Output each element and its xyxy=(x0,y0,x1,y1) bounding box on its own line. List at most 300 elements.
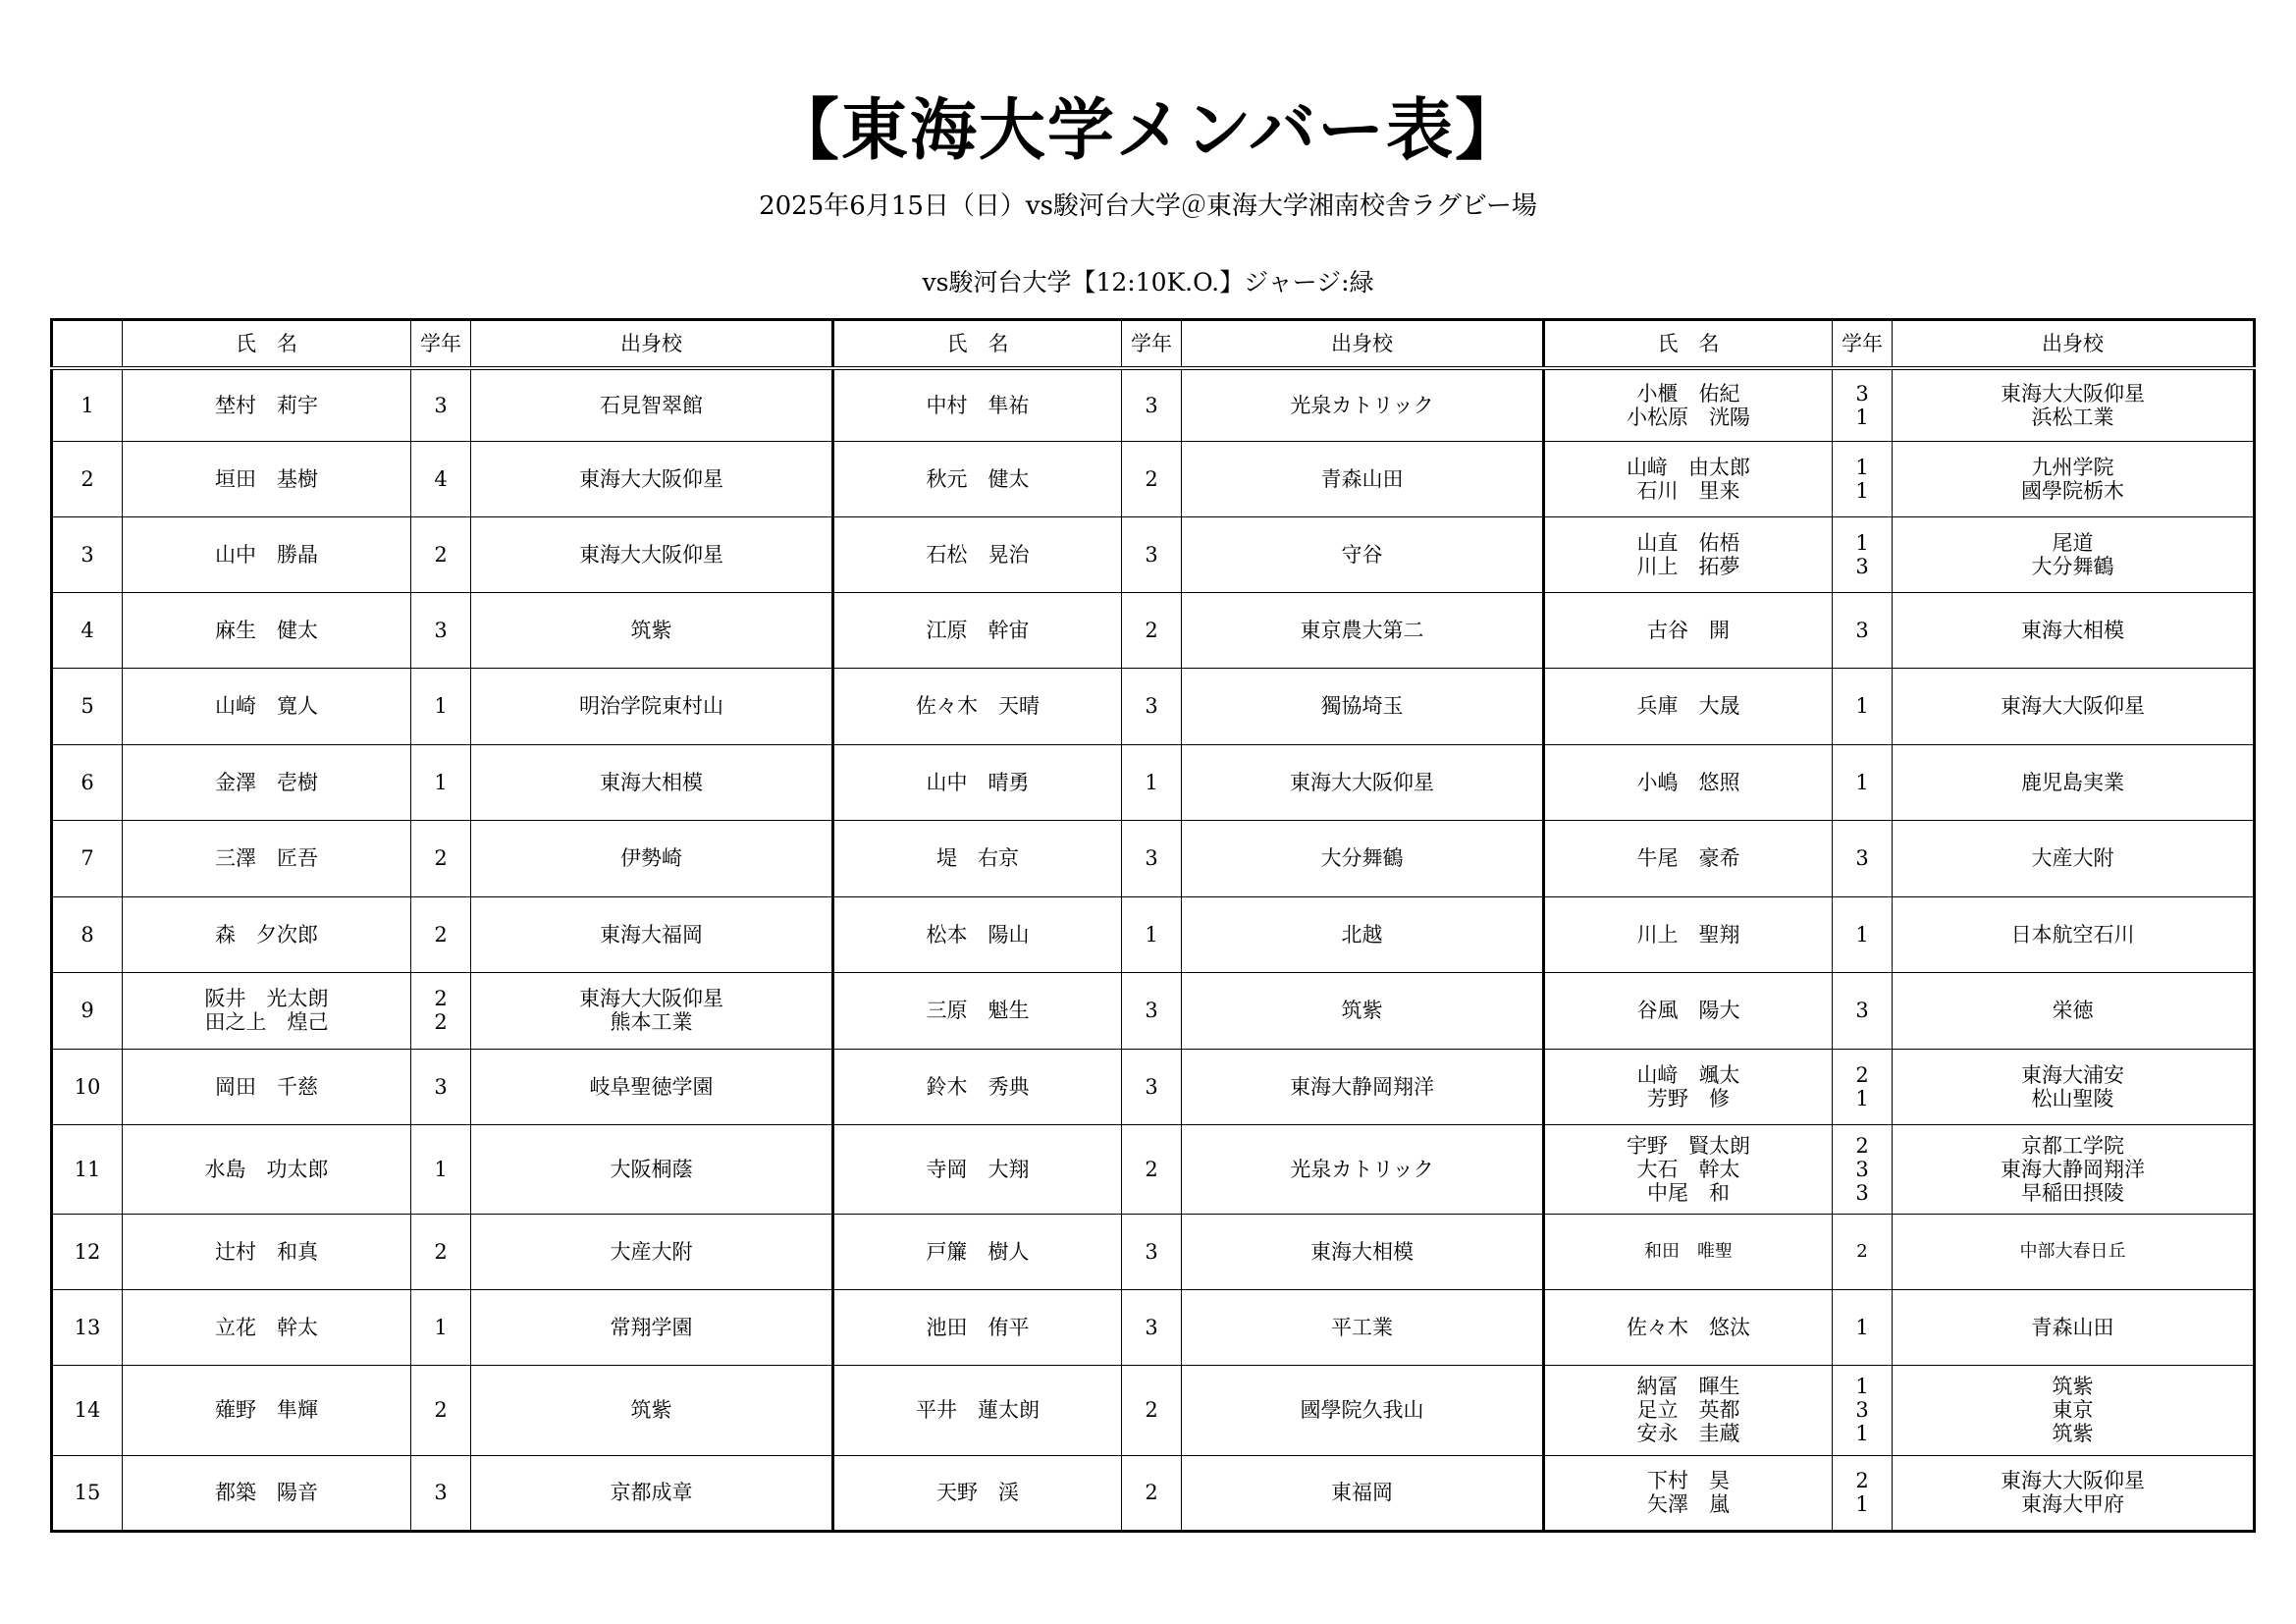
player-grade-cell xyxy=(1833,1289,1893,1365)
table-body xyxy=(52,368,2255,1531)
player-grade: 2 xyxy=(434,987,448,1010)
player-name: 松本 陽山 xyxy=(926,922,1030,947)
row-number: 4 xyxy=(52,592,123,668)
player-grade-cell xyxy=(1122,441,1182,516)
player-grade-cell xyxy=(1122,744,1182,820)
player-grade: 2 xyxy=(434,1010,448,1034)
player-grade-cell xyxy=(1122,1455,1182,1531)
player-name-cell xyxy=(123,896,411,972)
player-grade-cell xyxy=(1833,1124,1893,1214)
player-grade: 2 xyxy=(1855,1469,1869,1492)
player-school-cell xyxy=(1893,1289,2255,1365)
player-name: 芳野 修 xyxy=(1647,1086,1730,1110)
player-name: 秋元 健太 xyxy=(926,466,1030,491)
player-grade-cell xyxy=(1122,516,1182,592)
player-school-cell xyxy=(471,441,833,516)
player-name: 安永 圭蔵 xyxy=(1636,1422,1740,1445)
player-school-cell xyxy=(471,1214,833,1289)
player-name-cell xyxy=(123,972,411,1049)
player-school: 日本航空石川 xyxy=(2010,922,2135,947)
player-grade-cell xyxy=(1833,896,1893,972)
player-grade-cell xyxy=(1122,1289,1182,1365)
table-row xyxy=(52,1214,2255,1289)
player-school: 東福岡 xyxy=(1331,1481,1393,1504)
player-school: 東海大甲府 xyxy=(2021,1492,2124,1516)
page-title: 【東海大学メンバー表】 xyxy=(772,91,1524,170)
player-name: 辻村 和真 xyxy=(215,1239,318,1264)
player-name-cell xyxy=(833,744,1122,820)
player-name: 川上 拓夢 xyxy=(1636,554,1740,578)
player-name-cell xyxy=(833,516,1122,592)
player-name: 古谷 開 xyxy=(1647,618,1730,642)
player-grade-cell xyxy=(1833,744,1893,820)
player-grade-cell xyxy=(411,1455,471,1531)
player-grade-cell xyxy=(1833,668,1893,744)
player-name: 大石 幹太 xyxy=(1636,1157,1740,1181)
player-grade: 2 xyxy=(434,1239,448,1264)
row-number: 14 xyxy=(52,1365,123,1455)
match-kickoff-jersey: vs駿河台大学【12:10K.O.】ジャージ:緑 xyxy=(922,268,1374,297)
player-school: 東海大大阪仰星 xyxy=(579,542,723,567)
player-name-cell xyxy=(123,1214,411,1289)
player-grade: 2 xyxy=(434,1398,448,1422)
player-grade: 3 xyxy=(434,618,448,642)
player-name-cell xyxy=(123,1455,411,1531)
player-grade-cell xyxy=(1833,972,1893,1049)
player-school: 國學院栃木 xyxy=(2021,478,2124,503)
player-name-cell xyxy=(123,1049,411,1124)
player-grade-cell xyxy=(411,1214,471,1289)
player-school-cell xyxy=(1893,1214,2255,1289)
player-school: 東海大静岡翔洋 xyxy=(1290,1074,1434,1099)
player-school: 北越 xyxy=(1341,922,1383,947)
player-grade: 1 xyxy=(1855,1375,1869,1398)
player-name: 寺岡 大翔 xyxy=(926,1157,1030,1181)
player-school: 大産大附 xyxy=(610,1239,693,1264)
table-row xyxy=(52,368,2255,441)
player-grade: 1 xyxy=(1855,478,1869,503)
player-school-cell xyxy=(1893,668,2255,744)
player-name: 都築 陽音 xyxy=(215,1481,318,1504)
player-grade-cell xyxy=(411,1289,471,1365)
player-name: 和田 唯聖 xyxy=(1644,1240,1733,1262)
player-name-cell xyxy=(123,820,411,896)
player-school-cell xyxy=(471,1124,833,1214)
player-grade: 2 xyxy=(1856,1240,1868,1262)
header-school: 出身校 xyxy=(471,320,833,369)
match-date-venue: 2025年6月15日（日）vs駿河台大学＠東海大学湘南校舎ラグビー場 xyxy=(759,191,1537,221)
player-grade-cell xyxy=(411,820,471,896)
row-number: 10 xyxy=(52,1049,123,1124)
player-grade: 3 xyxy=(1145,846,1158,870)
player-name-cell xyxy=(1544,368,1833,441)
player-name: 山﨑 由太郎 xyxy=(1627,455,1750,479)
player-school: 東海大大阪仰星 xyxy=(2001,381,2145,406)
player-grade-cell xyxy=(1122,972,1182,1049)
player-school-cell xyxy=(471,820,833,896)
row-number: 9 xyxy=(52,972,123,1049)
player-grade: 1 xyxy=(434,1157,448,1181)
header-grade: 学年 xyxy=(1833,320,1893,369)
player-school: 筑紫 xyxy=(2052,1422,2094,1445)
player-school: 東海大相模 xyxy=(2021,618,2124,642)
player-school-cell xyxy=(1182,516,1544,592)
player-grade: 3 xyxy=(1145,542,1158,567)
player-grade: 2 xyxy=(1145,1481,1158,1504)
player-name-cell xyxy=(123,1289,411,1365)
player-school: 鹿児島実業 xyxy=(2021,770,2124,794)
player-school: 栄徳 xyxy=(2052,999,2094,1022)
table-row xyxy=(52,592,2255,668)
player-grade: 1 xyxy=(1855,530,1869,555)
player-school-cell xyxy=(1182,668,1544,744)
player-grade: 3 xyxy=(434,393,448,417)
player-grade-cell xyxy=(1122,896,1182,972)
player-grade-cell xyxy=(411,744,471,820)
player-school-cell xyxy=(1893,1049,2255,1124)
player-grade-cell xyxy=(411,1049,471,1124)
player-grade-cell xyxy=(1122,1124,1182,1214)
player-grade: 3 xyxy=(1855,846,1869,870)
row-number: 15 xyxy=(52,1455,123,1531)
player-name-cell xyxy=(833,1124,1122,1214)
player-school: 大分舞鶴 xyxy=(1320,846,1404,870)
player-grade: 3 xyxy=(1855,381,1869,406)
player-grade-cell xyxy=(411,1124,471,1214)
player-name-cell xyxy=(1544,1455,1833,1531)
header-grade: 学年 xyxy=(1122,320,1182,369)
player-school-cell xyxy=(471,1049,833,1124)
row-number: 11 xyxy=(52,1124,123,1214)
player-school: 光泉カトリック xyxy=(1290,393,1434,417)
player-name: 山中 晴勇 xyxy=(926,770,1030,794)
header-number xyxy=(52,320,123,369)
player-grade: 4 xyxy=(434,466,448,491)
player-school-cell xyxy=(1893,972,2255,1049)
player-school-cell xyxy=(1182,1289,1544,1365)
player-grade: 2 xyxy=(434,542,448,567)
player-school-cell xyxy=(471,1455,833,1531)
player-grade: 3 xyxy=(1145,393,1158,417)
player-name-cell xyxy=(1544,1124,1833,1214)
player-name: 江原 幹宙 xyxy=(926,618,1030,642)
player-name-cell xyxy=(833,1289,1122,1365)
player-school-cell xyxy=(1893,744,2255,820)
player-grade: 1 xyxy=(1855,1086,1869,1110)
player-grade: 3 xyxy=(434,1481,448,1504)
player-name: 小嶋 悠照 xyxy=(1636,770,1740,794)
player-grade: 2 xyxy=(1145,1398,1158,1422)
player-grade: 3 xyxy=(1855,1157,1869,1181)
player-grade: 2 xyxy=(1855,1133,1869,1158)
player-name: 埜村 莉宇 xyxy=(215,393,318,417)
table-row xyxy=(52,1124,2255,1214)
player-school-cell xyxy=(1182,368,1544,441)
player-name: 三原 魁生 xyxy=(926,999,1030,1022)
player-name-cell xyxy=(1544,1365,1833,1455)
player-grade: 3 xyxy=(434,1074,448,1099)
player-grade: 1 xyxy=(1855,694,1869,718)
player-school: 九州学院 xyxy=(2031,455,2114,479)
player-name-cell xyxy=(833,441,1122,516)
table-row xyxy=(52,441,2255,516)
player-grade-cell xyxy=(411,368,471,441)
player-name-cell xyxy=(833,1049,1122,1124)
player-school: 東京 xyxy=(2052,1398,2094,1422)
player-school-cell xyxy=(1893,368,2255,441)
table-row xyxy=(52,1455,2255,1531)
player-name: 金澤 壱樹 xyxy=(215,770,318,794)
player-school: 大分舞鶴 xyxy=(2031,554,2114,578)
player-name-cell xyxy=(833,820,1122,896)
player-grade-cell xyxy=(1122,1049,1182,1124)
player-name-cell xyxy=(123,441,411,516)
player-school: 青森山田 xyxy=(2031,1315,2114,1339)
player-school: 筑紫 xyxy=(1341,999,1383,1022)
player-name: 足立 英都 xyxy=(1636,1398,1740,1422)
player-school: 東海大福岡 xyxy=(600,922,703,947)
player-school: 筑紫 xyxy=(630,1398,672,1422)
player-name-cell xyxy=(123,1365,411,1455)
player-school-cell xyxy=(1182,1455,1544,1531)
player-grade: 1 xyxy=(1855,922,1869,947)
player-name: 兵庫 大晟 xyxy=(1636,694,1740,718)
player-school: 中部大春日丘 xyxy=(2019,1240,2126,1262)
player-name: 平井 蓮太朗 xyxy=(916,1398,1040,1422)
player-school: 東海大大阪仰星 xyxy=(579,466,723,491)
player-school-cell xyxy=(1893,592,2255,668)
player-grade: 1 xyxy=(434,1315,448,1339)
row-number: 7 xyxy=(52,820,123,896)
player-name: 下村 昊 xyxy=(1647,1469,1730,1492)
player-name: 山崎 寛人 xyxy=(215,694,318,718)
player-name: 石松 晃治 xyxy=(926,542,1030,567)
player-school-cell xyxy=(1893,820,2255,896)
table-header-row xyxy=(52,320,2255,369)
player-name: 岡田 千慈 xyxy=(215,1074,318,1099)
player-name: 佐々木 天晴 xyxy=(916,694,1040,718)
row-number: 3 xyxy=(52,516,123,592)
player-school-cell xyxy=(1182,592,1544,668)
player-name-cell xyxy=(123,516,411,592)
player-grade: 2 xyxy=(1855,1062,1869,1087)
row-number: 6 xyxy=(52,744,123,820)
player-school: 石見智翠館 xyxy=(600,393,703,417)
player-grade-cell xyxy=(1833,368,1893,441)
row-number: 2 xyxy=(52,441,123,516)
player-school: 東海大浦安 xyxy=(2021,1062,2124,1087)
player-grade: 1 xyxy=(1855,455,1869,479)
player-name: 薙野 隼輝 xyxy=(215,1398,318,1422)
player-name-cell xyxy=(1544,744,1833,820)
player-school: 京都工学院 xyxy=(2021,1133,2124,1158)
player-school-cell xyxy=(1182,896,1544,972)
player-school: 京都成章 xyxy=(610,1481,693,1504)
player-grade: 1 xyxy=(1855,1492,1869,1516)
header-name: 氏 名 xyxy=(1544,320,1833,369)
player-grade: 1 xyxy=(1145,922,1158,947)
table-row xyxy=(52,820,2255,896)
player-grade: 3 xyxy=(1145,999,1158,1022)
player-grade-cell xyxy=(1833,592,1893,668)
player-grade-cell xyxy=(411,516,471,592)
player-name-cell xyxy=(1544,592,1833,668)
player-school: 平工業 xyxy=(1331,1315,1393,1339)
player-grade: 3 xyxy=(1145,694,1158,718)
player-name: 谷風 陽大 xyxy=(1636,999,1740,1022)
player-name-cell xyxy=(1544,896,1833,972)
player-grade-cell xyxy=(1122,820,1182,896)
player-grade-cell xyxy=(1122,1214,1182,1289)
player-school: 大産大附 xyxy=(2031,846,2114,870)
player-name: 矢澤 嵐 xyxy=(1647,1492,1730,1516)
player-school: 尾道 xyxy=(2052,530,2094,555)
player-grade: 2 xyxy=(1145,466,1158,491)
player-name: 佐々木 悠汰 xyxy=(1627,1315,1750,1339)
player-name: 三澤 匠吾 xyxy=(215,846,318,870)
table-row xyxy=(52,1289,2255,1365)
table-row xyxy=(52,972,2255,1049)
player-school-cell xyxy=(1182,1124,1544,1214)
player-school-cell xyxy=(471,368,833,441)
player-name-cell xyxy=(1544,516,1833,592)
table-row xyxy=(52,668,2255,744)
player-name: 戸簾 樹人 xyxy=(926,1239,1030,1264)
player-grade: 1 xyxy=(1145,770,1158,794)
player-school-cell xyxy=(471,516,833,592)
player-school: 松山聖陵 xyxy=(2031,1086,2114,1110)
member-table xyxy=(50,318,2256,1533)
player-name-cell xyxy=(1544,972,1833,1049)
player-name: 鈴木 秀典 xyxy=(926,1074,1030,1099)
player-school-cell xyxy=(471,1289,833,1365)
player-school: 東海大静岡翔洋 xyxy=(2001,1157,2145,1181)
player-name: 阪井 光太朗 xyxy=(204,987,329,1010)
player-grade-cell xyxy=(1122,1365,1182,1455)
player-grade-cell xyxy=(1833,516,1893,592)
player-school-cell xyxy=(1893,1124,2255,1214)
player-grade: 2 xyxy=(434,922,448,947)
player-name-cell xyxy=(1544,820,1833,896)
player-grade-cell xyxy=(1833,441,1893,516)
player-grade: 2 xyxy=(434,846,448,870)
player-school-cell xyxy=(471,896,833,972)
player-school: 東海大大阪仰星 xyxy=(2001,694,2145,718)
player-school: 獨協埼玉 xyxy=(1320,694,1404,718)
player-name-cell xyxy=(123,592,411,668)
player-name-cell xyxy=(1544,1049,1833,1124)
table-row xyxy=(52,744,2255,820)
player-grade: 1 xyxy=(434,694,448,718)
player-school: 光泉カトリック xyxy=(1290,1157,1434,1181)
player-school-cell xyxy=(1182,1049,1544,1124)
player-school-cell xyxy=(471,592,833,668)
player-grade: 1 xyxy=(1855,770,1869,794)
player-name-cell xyxy=(833,368,1122,441)
player-name-cell xyxy=(833,1455,1122,1531)
player-name: 立花 幹太 xyxy=(215,1315,318,1339)
player-school: 東海大相模 xyxy=(1310,1239,1414,1264)
player-school: 岐阜聖徳学園 xyxy=(589,1074,714,1099)
player-name: 水島 功太郎 xyxy=(204,1157,329,1181)
player-school-cell xyxy=(1893,441,2255,516)
player-name-cell xyxy=(123,744,411,820)
player-grade-cell xyxy=(1833,1365,1893,1455)
player-school-cell xyxy=(471,668,833,744)
player-grade: 3 xyxy=(1855,1180,1869,1205)
row-number: 12 xyxy=(52,1214,123,1289)
player-name-cell xyxy=(123,368,411,441)
player-name: 山直 佑梧 xyxy=(1636,530,1740,555)
player-grade-cell xyxy=(411,668,471,744)
player-grade-cell xyxy=(411,592,471,668)
player-school: 東海大大阪仰星 xyxy=(579,987,723,1010)
player-grade: 1 xyxy=(434,770,448,794)
player-grade-cell xyxy=(411,1365,471,1455)
player-school: 東海大大阪仰星 xyxy=(1290,770,1434,794)
player-name-cell xyxy=(833,592,1122,668)
player-name: 小松原 洸陽 xyxy=(1627,405,1750,429)
player-grade-cell xyxy=(1122,592,1182,668)
player-school: 伊勢崎 xyxy=(620,846,682,870)
player-name-cell xyxy=(833,668,1122,744)
player-name: 中村 隼祐 xyxy=(926,393,1030,417)
player-grade-cell xyxy=(1833,1049,1893,1124)
header-name: 氏 名 xyxy=(123,320,411,369)
player-school-cell xyxy=(1893,1365,2255,1455)
player-name: 池田 侑平 xyxy=(926,1315,1030,1339)
player-grade: 2 xyxy=(1145,1157,1158,1181)
player-school: 浜松工業 xyxy=(2031,405,2114,429)
player-grade: 1 xyxy=(1855,1422,1869,1445)
player-name: 堤 右京 xyxy=(936,846,1019,870)
player-school: 守谷 xyxy=(1341,542,1383,567)
player-school-cell xyxy=(1182,1214,1544,1289)
player-name-cell xyxy=(833,1214,1122,1289)
player-school-cell xyxy=(1182,972,1544,1049)
player-school-cell xyxy=(1893,516,2255,592)
player-grade: 3 xyxy=(1855,999,1869,1022)
player-grade-cell xyxy=(411,896,471,972)
player-name-cell xyxy=(1544,668,1833,744)
header-name: 氏 名 xyxy=(833,320,1122,369)
player-name-cell xyxy=(1544,1289,1833,1365)
player-name-cell xyxy=(833,896,1122,972)
player-grade: 3 xyxy=(1855,554,1869,578)
player-name: 牛尾 豪希 xyxy=(1636,846,1740,870)
row-number: 1 xyxy=(52,368,123,441)
player-school: 早稲田摂陵 xyxy=(2021,1180,2124,1205)
player-name-cell xyxy=(123,668,411,744)
table-row xyxy=(52,516,2255,592)
player-school: 大阪桐蔭 xyxy=(610,1157,693,1181)
player-name: 石川 里来 xyxy=(1636,478,1740,503)
player-grade-cell xyxy=(1833,1214,1893,1289)
player-grade: 2 xyxy=(1145,618,1158,642)
player-school-cell xyxy=(1893,896,2255,972)
player-school: 熊本工業 xyxy=(610,1010,693,1034)
table-row xyxy=(52,896,2255,972)
player-name: 垣田 基樹 xyxy=(215,466,318,491)
player-name: 中尾 和 xyxy=(1647,1180,1730,1205)
player-name: 納冨 暉生 xyxy=(1636,1375,1740,1398)
player-grade: 3 xyxy=(1145,1239,1158,1264)
table-row xyxy=(52,1049,2255,1124)
player-grade: 1 xyxy=(1855,1315,1869,1339)
player-name: 天野 渓 xyxy=(936,1481,1019,1504)
player-name: 宇野 賢太朗 xyxy=(1627,1133,1750,1158)
player-school-cell xyxy=(1182,441,1544,516)
